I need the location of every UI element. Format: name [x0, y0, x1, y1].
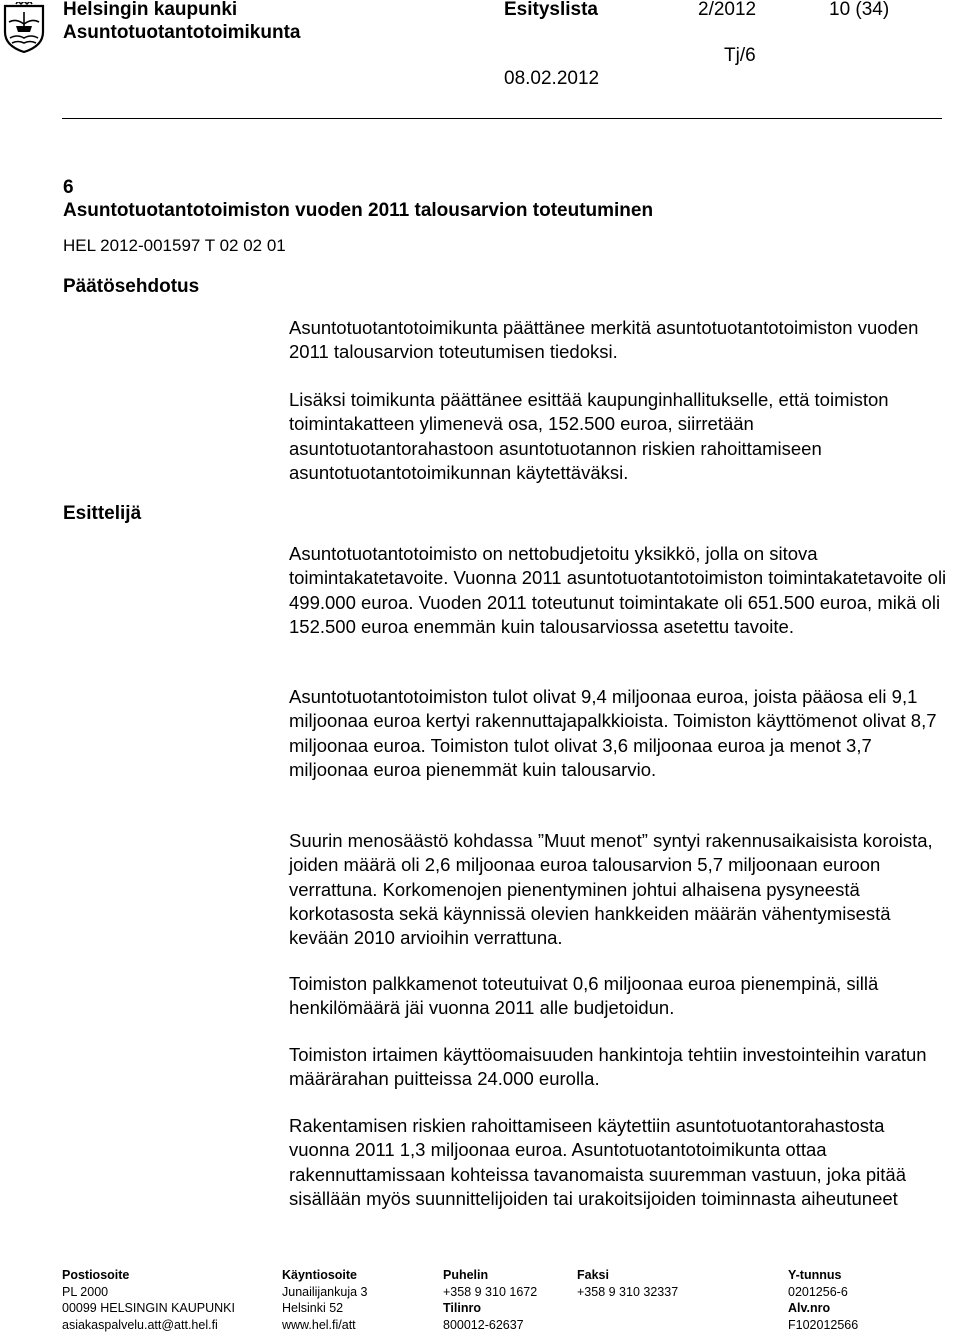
document-date: 08.02.2012: [504, 68, 599, 90]
footer-business-id-value: 0201256-6: [788, 1284, 858, 1301]
presenter-paragraph: Asuntotuotantotoimisto on nettobudjetoitu yksikkö, jolla on sitova toimintakatetavoite. Vuonna 2011 asuntotuotantotoimiston toimintakatetavoite oli 499.000 euroa. Vuoden 2011 toteutunut toimintakate oli 651.500 euroa, mikä oli 152.500 euroa enemmän kuin talousarviossa asetettu tavoite.: [289, 542, 949, 639]
proposal-paragraph: Lisäksi toimikunta päättänee esittää kaupunginhallitukselle, että toimiston toimintakatteen ylimenevä osa, 152.500 euroa, siirretään asuntotuotantorahastoon asuntotuotannon riskien rahoittamiseen asuntotuotantotoimikunnan käytettäväksi.: [289, 388, 949, 485]
presenter-paragraph: Toimiston irtaimen käyttöomaisuuden hankintoja tehtiin investointeihin varatun määrärahan puitteissa 24.000 eurolla.: [289, 1043, 949, 1092]
footer-email[interactable]: asiakaspalvelu.att@att.hel.fi: [62, 1317, 235, 1333]
footer-visiting-line1: Junailijankuja 3: [282, 1284, 367, 1301]
footer-business-id: [788, 1267, 858, 1333]
footer-fax-label: Faksi: [577, 1267, 678, 1284]
helsinki-crest-logo: [2, 2, 46, 54]
footer-postal-line2: 00099 HELSINGIN KAUPUNKI: [62, 1300, 235, 1317]
item-title: Asuntotuotantotoimiston vuoden 2011 talousarvion toteutuminen: [63, 200, 653, 222]
footer-account-label: Tilinro: [443, 1300, 537, 1317]
presenter-paragraph: Rakentamisen riskien rahoittamiseen käytettiin asuntotuotantorahastosta vuonna 2011 1,3 miljoonaa euroa. Asuntotuotantotoimikunta ottaa rakennuttamissaan kohteissa tavanomaista suuremman vastuun, joka pitää sisällään myös suunnittelijoiden tai urakoitsijoiden toiminnasta aiheutuneet: [289, 1114, 949, 1211]
section-code: Tj/6: [724, 45, 756, 67]
unit-name: Asuntotuotantotoimikunta: [63, 22, 300, 44]
footer-vat-number: F102012566: [788, 1317, 858, 1333]
footer-postal-line1: PL 2000: [62, 1284, 235, 1301]
footer-postal-label: Postiosoite: [62, 1267, 235, 1284]
footer-vat-label: Alv.nro: [788, 1300, 858, 1317]
proposal-paragraph: Asuntotuotantotoimikunta päättänee merkitä asuntotuotantotoimiston vuoden 2011 talousarvion toteutumisen tiedoksi.: [289, 316, 949, 365]
footer-visiting-line2: Helsinki 52: [282, 1300, 367, 1317]
footer-business-id-label: Y-tunnus: [788, 1267, 858, 1284]
footer-phone-number: +358 9 310 1672: [443, 1284, 537, 1301]
footer-visiting-label: Käyntiosoite: [282, 1267, 367, 1284]
footer-visiting: [282, 1267, 367, 1333]
proposal-label: Päätösehdotus: [63, 276, 199, 298]
diary-number: HEL 2012-001597 T 02 02 01: [63, 236, 286, 256]
item-number: 6: [63, 177, 74, 199]
footer-account-number: 800012-62637: [443, 1317, 537, 1333]
presenter-label: Esittelijä: [63, 503, 141, 525]
footer-phone: [443, 1267, 537, 1333]
document-number: 2/2012: [698, 0, 756, 21]
page-number: 10 (34): [829, 0, 889, 21]
footer-postal: [62, 1267, 235, 1333]
presenter-paragraph: Suurin menosäästö kohdassa ”Muut menot” syntyi rakennusaikaisista koroista, joiden määrä oli 2,6 miljoonaa euroa talousarvion 5,7 miljoonaan euroon verrattuna. Korkomenojen pienentyminen johtui alhaisena pysyneestä korkotasosta sekä käynnissä olevien hankkeiden määrän vähentymisestä kevään 2010 arvioihin verrattuna.: [289, 829, 949, 950]
org-name: Helsingin kaupunki: [63, 0, 237, 21]
document-type: Esityslista: [504, 0, 598, 21]
presenter-paragraph: Asuntotuotantotoimiston tulot olivat 9,4 miljoonaa euroa, joista pääosa eli 9,1 miljoonaa euroa kertyi rakennuttajapalkkioista. Toimiston käyttömenot olivat 8,7 miljoonaa euroa. Toimiston tulot olivat 3,6 miljoonaa euroa ja menot 3,7 miljoonaa euroa pienemmät kuin talousarvio.: [289, 685, 949, 782]
footer-website[interactable]: www.hel.fi/att: [282, 1317, 367, 1333]
presenter-paragraph: Toimiston palkkamenot toteutuivat 0,6 miljoonaa euroa pienempinä, sillä henkilömäärä jäi vuonna 2011 alle budjetoidun.: [289, 972, 949, 1021]
footer-phone-label: Puhelin: [443, 1267, 537, 1284]
footer-fax-number: +358 9 310 32337: [577, 1284, 678, 1301]
header-divider: [62, 118, 942, 119]
footer-fax: [577, 1267, 678, 1300]
